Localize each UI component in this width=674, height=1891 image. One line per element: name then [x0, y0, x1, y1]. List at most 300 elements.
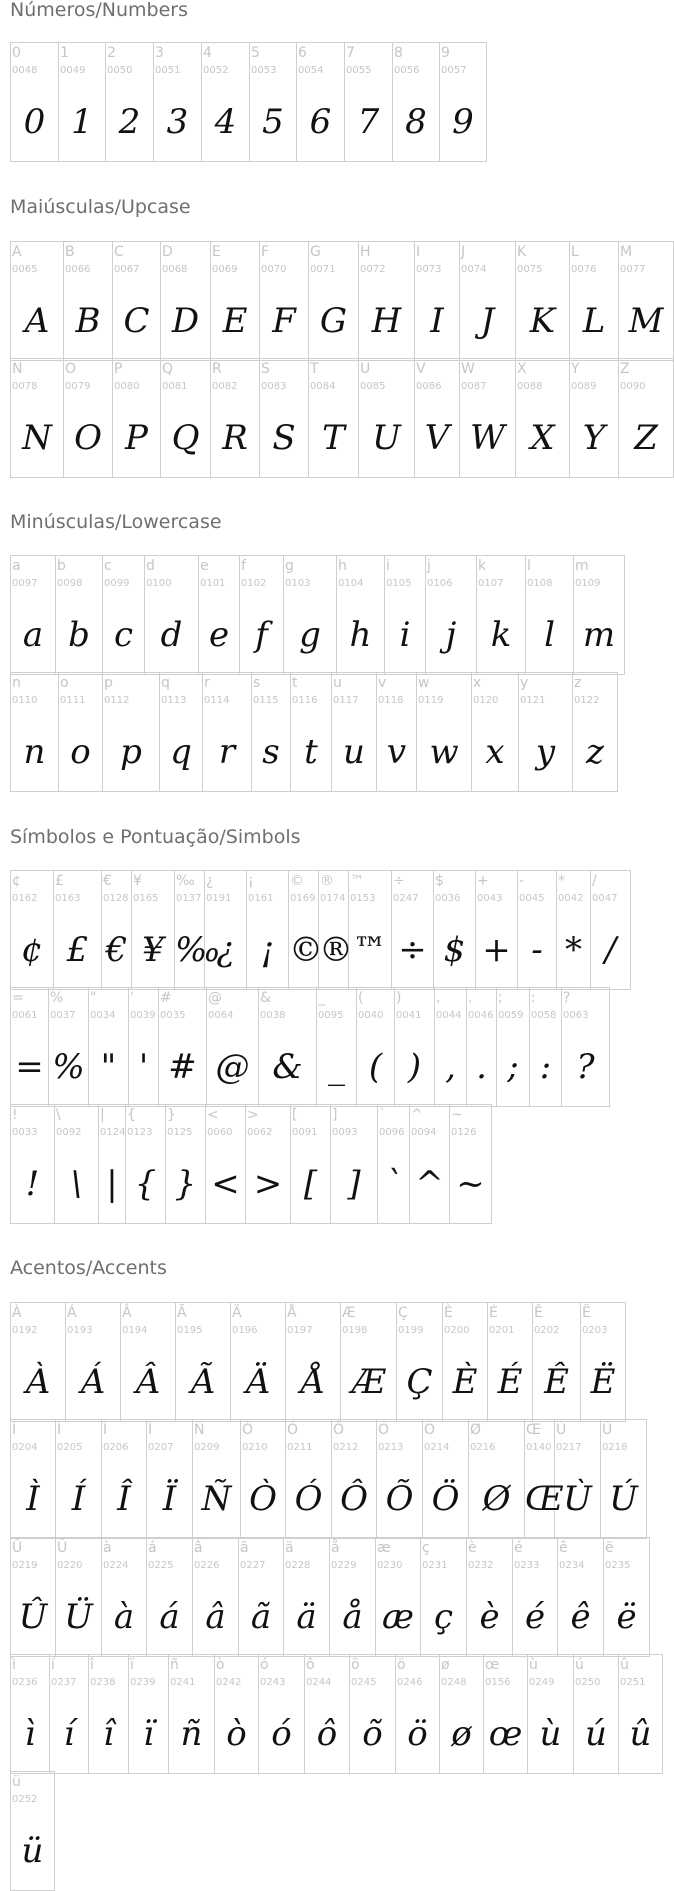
glyph-cell [450, 1105, 492, 1223]
glyph-cell [102, 1538, 147, 1656]
character-label: C [114, 244, 124, 260]
glyph-cell [570, 242, 619, 360]
character-code: 0214 [424, 1442, 450, 1453]
glyph-cell [467, 1538, 513, 1656]
glyph-cell [56, 1538, 102, 1656]
character-label: € [103, 873, 112, 889]
glyph-cell [11, 359, 64, 477]
glyph-preview: Z [634, 418, 658, 458]
character-label: Û [12, 1540, 23, 1556]
glyph-cell [350, 1655, 396, 1773]
glyph-preview: ì [24, 1714, 36, 1754]
glyph-cell [56, 556, 103, 674]
character-code: 0156 [485, 1677, 511, 1688]
glyph-cell [619, 359, 674, 477]
glyph-preview: © [289, 930, 323, 970]
character-code: 0162 [12, 893, 38, 904]
character-label: ' [130, 990, 134, 1006]
glyph-preview: Ê [544, 1362, 569, 1402]
glyph-cell [49, 988, 89, 1106]
glyph-preview: d [160, 615, 183, 655]
character-code: 0036 [435, 893, 461, 904]
character-label: + [477, 873, 489, 889]
glyph-cell [160, 673, 203, 791]
character-code: 0101 [200, 578, 226, 589]
glyph-preview: Ù [563, 1479, 592, 1519]
character-code: 0126 [451, 1127, 477, 1138]
glyph-cell [50, 1655, 89, 1773]
character-code: 0045 [519, 893, 545, 904]
glyph-preview: Î [117, 1479, 131, 1519]
glyph-preview: Ô [340, 1479, 368, 1519]
glyph-cell [11, 988, 49, 1106]
glyph-preview: b [68, 615, 90, 655]
glyph-cell [570, 359, 619, 477]
character-label: â [194, 1540, 203, 1556]
character-label: à [103, 1540, 112, 1556]
character-code: 0169 [290, 893, 316, 904]
character-code: 0122 [574, 695, 600, 706]
character-code: 0089 [571, 381, 597, 392]
character-code: 0243 [260, 1677, 286, 1688]
character-label: ù [529, 1657, 538, 1673]
glyph-preview: õ [362, 1714, 383, 1754]
character-code: 0244 [306, 1677, 332, 1688]
character-label: : [531, 990, 536, 1006]
glyph-cell [619, 1655, 663, 1773]
character-label: Ì [12, 1422, 17, 1438]
glyph-row [10, 672, 618, 792]
glyph-preview: ^ [415, 1164, 444, 1204]
glyph-preview: A [24, 301, 50, 341]
glyph-preview: Ë [590, 1362, 616, 1402]
glyph-preview: ö [407, 1714, 428, 1754]
character-label: ¢ [12, 873, 21, 889]
glyph-row [10, 1654, 663, 1774]
character-code: 0080 [114, 381, 140, 392]
character-code: 0056 [394, 65, 420, 76]
character-code: 0039 [130, 1010, 156, 1021]
glyph-cell [211, 242, 260, 360]
character-code: 0212 [333, 1442, 359, 1453]
section-title-minusculas-lowercase: Minúsculas/Lowercase [10, 511, 222, 533]
character-code: 0104 [338, 578, 364, 589]
character-label: k [478, 558, 487, 574]
character-label: * [558, 873, 565, 889]
glyph-cell [378, 1105, 410, 1223]
character-code: 0090 [620, 381, 646, 392]
character-code: 0241 [170, 1677, 196, 1688]
section-title-acentos-accents: Acentos/Accents [10, 1257, 167, 1279]
glyph-cell [488, 1303, 533, 1421]
character-label: / [592, 873, 597, 889]
glyph-preview: O [74, 418, 102, 458]
glyph-preview: ~ [456, 1164, 485, 1204]
character-code: 0049 [60, 65, 86, 76]
glyph-cell [337, 556, 385, 674]
glyph-preview: 5 [262, 102, 284, 142]
glyph-cell [121, 1303, 176, 1421]
character-code: 0228 [285, 1560, 311, 1571]
character-label: ç [422, 1540, 430, 1556]
character-code: 0207 [148, 1442, 174, 1453]
character-label: m [575, 558, 589, 574]
character-label: ` [379, 1107, 386, 1123]
glyph-cell [297, 43, 345, 161]
character-label: J [461, 244, 466, 260]
glyph-preview: P [125, 418, 148, 458]
glyph-preview: l [544, 615, 555, 655]
glyph-cell [106, 43, 154, 161]
character-label: ü [12, 1774, 21, 1790]
glyph-preview: } [174, 1164, 197, 1204]
character-code: 0119 [418, 695, 444, 706]
glyph-cell [252, 673, 291, 791]
character-label: A [12, 244, 22, 260]
glyph-cell [59, 43, 106, 161]
character-code: 0041 [396, 1010, 422, 1021]
section-title-numeros-numbers: Números/Numbers [10, 0, 188, 21]
character-code: 0233 [514, 1560, 540, 1571]
glyph-cell [11, 871, 54, 989]
glyph-row [10, 1104, 492, 1224]
glyph-cell [241, 1420, 286, 1538]
glyph-row [10, 42, 487, 162]
glyph-preview: Ú [609, 1479, 638, 1519]
glyph-cell [247, 871, 289, 989]
glyph-preview: Ç [406, 1362, 433, 1402]
character-label: - [519, 873, 525, 889]
character-label: H [360, 244, 371, 260]
character-label: Æ [342, 1305, 356, 1321]
glyph-preview: Ó [294, 1479, 323, 1519]
glyph-preview: B [75, 301, 101, 341]
glyph-preview: 9 [452, 102, 474, 142]
glyph-cell [193, 1538, 239, 1656]
character-label: { [127, 1107, 136, 1123]
character-label: e [200, 558, 209, 574]
character-code: 0106 [427, 578, 453, 589]
glyph-cell [530, 988, 562, 1106]
character-code: 0070 [261, 264, 287, 275]
glyph-preview: R [222, 418, 248, 458]
character-code: 0076 [571, 264, 597, 275]
character-label: _ [318, 990, 325, 1006]
character-code: 0043 [477, 893, 503, 904]
glyph-preview: ‰ [175, 930, 221, 970]
character-label: ! [12, 1107, 18, 1123]
character-code: 0123 [127, 1127, 153, 1138]
character-code: 0037 [50, 1010, 76, 1021]
glyph-preview: % [52, 1047, 85, 1087]
glyph-cell [385, 556, 426, 674]
glyph-preview: u [343, 732, 365, 772]
character-label: T [310, 361, 319, 377]
glyph-preview: z [586, 732, 604, 772]
character-code: 0066 [65, 264, 91, 275]
glyph-row [10, 241, 674, 361]
character-code: 0062 [247, 1127, 273, 1138]
glyph-cell [513, 1538, 558, 1656]
character-code: 0040 [358, 1010, 384, 1021]
character-label: ì [12, 1657, 16, 1673]
glyph-cell [460, 242, 516, 360]
glyph-cell [132, 871, 175, 989]
glyph-preview: å [342, 1597, 363, 1637]
glyph-preview: 8 [405, 102, 427, 142]
character-label: % [50, 990, 64, 1006]
character-label: p [104, 675, 113, 691]
glyph-cell [11, 1303, 66, 1421]
character-label: Ê [534, 1305, 543, 1321]
character-label: i [386, 558, 390, 574]
character-code: 0219 [12, 1560, 38, 1571]
character-label: Ç [398, 1305, 408, 1321]
character-label: V [416, 361, 426, 377]
character-code: 0229 [331, 1560, 357, 1571]
character-code: 0061 [12, 1010, 38, 1021]
character-label: õ [351, 1657, 360, 1673]
character-code: 0051 [155, 65, 181, 76]
character-code: 0110 [12, 695, 38, 706]
character-label: ^ [411, 1107, 423, 1123]
character-code: 0069 [212, 264, 238, 275]
glyph-cell [129, 1655, 169, 1773]
character-label: £ [55, 873, 64, 889]
glyph-cell [11, 1105, 55, 1223]
character-label: œ [485, 1657, 500, 1673]
glyph-preview: Ä [245, 1362, 271, 1402]
character-label: D [162, 244, 173, 260]
glyph-row [10, 1771, 55, 1891]
glyph-preview: r [218, 732, 236, 772]
character-code: 0248 [441, 1677, 467, 1688]
glyph-preview: _ [328, 1047, 345, 1087]
glyph-preview: É [497, 1362, 523, 1402]
glyph-preview: ; [507, 1047, 519, 1087]
glyph-cell [581, 1303, 626, 1421]
glyph-cell [526, 556, 574, 674]
glyph-preview: ) [407, 1047, 422, 1087]
character-label: ã [240, 1540, 249, 1556]
character-code: 0055 [346, 65, 372, 76]
character-code: 0250 [575, 1677, 601, 1688]
character-label: 6 [298, 45, 307, 61]
glyph-cell [519, 673, 573, 791]
glyph-preview: < [211, 1164, 240, 1204]
character-code: 0060 [207, 1127, 233, 1138]
glyph-cell [533, 1303, 581, 1421]
glyph-cell [286, 1420, 332, 1538]
glyph-preview: o [70, 732, 91, 772]
character-code: 0096 [379, 1127, 405, 1138]
glyph-preview: + [482, 930, 511, 970]
character-label: ó [260, 1657, 269, 1673]
glyph-preview: ¡ [260, 930, 275, 970]
glyph-preview: î [103, 1714, 114, 1754]
character-code: 0071 [310, 264, 336, 275]
glyph-preview: M [628, 301, 664, 341]
glyph-preview: é [524, 1597, 546, 1637]
character-code: 0234 [559, 1560, 585, 1571]
glyph-preview: ™ [353, 930, 387, 970]
character-code: 0097 [12, 578, 38, 589]
glyph-cell [284, 556, 337, 674]
glyph-preview: Ö [431, 1479, 460, 1519]
glyph-cell [443, 1303, 488, 1421]
character-label: 7 [346, 45, 355, 61]
glyph-preview: 0 [23, 102, 46, 142]
character-label: I [416, 244, 421, 260]
glyph-cell [102, 871, 132, 989]
glyph-preview: û [629, 1714, 652, 1754]
glyph-cell [574, 556, 625, 674]
glyph-cell [377, 673, 417, 791]
glyph-cell [203, 673, 252, 791]
character-code: 0103 [285, 578, 311, 589]
glyph-cell [516, 359, 570, 477]
glyph-preview: æ [382, 1597, 414, 1637]
section-title-maiusculas-upcase: Maiúsculas/Upcase [10, 196, 191, 218]
character-code: 0038 [260, 1010, 286, 1021]
glyph-preview: ù [539, 1714, 562, 1754]
glyph-preview: ê [570, 1597, 591, 1637]
character-label: o [60, 675, 69, 691]
glyph-cell [574, 1655, 619, 1773]
glyph-preview: 2 [118, 102, 141, 142]
character-code: 0218 [602, 1442, 628, 1453]
glyph-preview: € [105, 930, 128, 970]
character-code: 0216 [470, 1442, 496, 1453]
character-label: ñ [170, 1657, 179, 1673]
glyph-cell [147, 1538, 193, 1656]
character-code: 0140 [526, 1442, 552, 1453]
glyph-preview: ç [433, 1597, 454, 1637]
character-code: 0232 [468, 1560, 494, 1571]
character-label: ( [358, 990, 364, 1006]
glyph-preview: e [208, 615, 230, 655]
character-code: 0238 [90, 1677, 116, 1688]
character-label: è [468, 1540, 477, 1556]
glyph-preview: L [582, 301, 606, 341]
glyph-cell [202, 43, 250, 161]
character-label: t [292, 675, 298, 691]
glyph-cell [166, 1105, 206, 1223]
glyph-preview: ò [226, 1714, 247, 1754]
character-code: 0091 [292, 1127, 318, 1138]
glyph-preview: ] [347, 1164, 361, 1204]
glyph-preview: ü [21, 1831, 44, 1871]
glyph-cell [147, 1420, 193, 1538]
glyph-cell [573, 673, 618, 791]
glyph-preview: J [480, 301, 495, 341]
glyph-cell [11, 242, 64, 360]
glyph-cell [145, 556, 199, 674]
character-code: 0072 [360, 264, 386, 275]
glyph-cell [619, 242, 674, 360]
character-code: 0047 [592, 893, 618, 904]
glyph-cell [601, 1420, 647, 1538]
glyph-row [10, 870, 631, 990]
glyph-cell [11, 556, 56, 674]
glyph-cell [562, 988, 610, 1106]
glyph-preview: G [319, 301, 348, 341]
character-label: P [114, 361, 123, 377]
glyph-cell [397, 1303, 443, 1421]
glyph-preview: E [222, 301, 248, 341]
character-label: ] [332, 1107, 338, 1123]
character-code: 0196 [232, 1325, 258, 1336]
character-label: Q [162, 361, 174, 377]
glyph-cell [557, 871, 591, 989]
glyph-preview: à [113, 1597, 135, 1637]
character-code: 0226 [194, 1560, 220, 1571]
character-code: 0251 [620, 1677, 646, 1688]
character-code: 0121 [520, 695, 546, 706]
character-code: 0053 [251, 65, 277, 76]
character-label: , [436, 990, 441, 1006]
glyph-preview: Ì [26, 1479, 40, 1519]
glyph-cell [330, 1538, 376, 1656]
glyph-preview: Í [71, 1479, 86, 1519]
glyph-preview: & [272, 1047, 303, 1087]
character-code: 0088 [517, 381, 543, 392]
character-code: 0102 [241, 578, 267, 589]
character-label: h [338, 558, 347, 574]
character-label: v [378, 675, 387, 691]
character-code: 0205 [57, 1442, 83, 1453]
character-code: 0206 [103, 1442, 129, 1453]
character-code: 0082 [212, 381, 238, 392]
glyph-cell [395, 988, 435, 1106]
character-label: Ë [582, 1305, 591, 1321]
glyph-preview: á [159, 1597, 180, 1637]
character-code: 0202 [534, 1325, 560, 1336]
character-label: Í [57, 1422, 62, 1438]
character-label: ø [441, 1657, 450, 1673]
character-label: ä [285, 1540, 294, 1556]
glyph-preview: ' [138, 1047, 149, 1087]
glyph-cell [435, 988, 467, 1106]
glyph-preview: a [22, 615, 44, 655]
glyph-cell [154, 43, 202, 161]
glyph-cell [331, 1105, 378, 1223]
character-code: 0204 [12, 1442, 38, 1453]
glyph-preview: j [445, 615, 457, 655]
glyph-cell [66, 1303, 121, 1421]
character-code: 0197 [287, 1325, 313, 1336]
glyph-cell [357, 988, 395, 1106]
glyph-preview: W [470, 418, 505, 458]
glyph-preview: * [565, 930, 582, 970]
glyph-preview: U [372, 418, 401, 458]
glyph-preview: f [255, 615, 268, 655]
glyph-cell [558, 1538, 604, 1656]
glyph-preview: | [106, 1164, 118, 1204]
character-label: Œ [526, 1422, 541, 1438]
character-label: B [65, 244, 75, 260]
character-label: \ [56, 1107, 61, 1123]
character-label: ê [559, 1540, 568, 1556]
glyph-preview: i [399, 615, 411, 655]
glyph-cell [604, 1538, 650, 1656]
character-label: ú [575, 1657, 584, 1673]
glyph-preview: C [123, 301, 150, 341]
character-label: 0 [12, 45, 21, 61]
glyph-cell [89, 1655, 129, 1773]
glyph-cell [341, 1303, 397, 1421]
glyph-preview: ï [143, 1714, 154, 1754]
